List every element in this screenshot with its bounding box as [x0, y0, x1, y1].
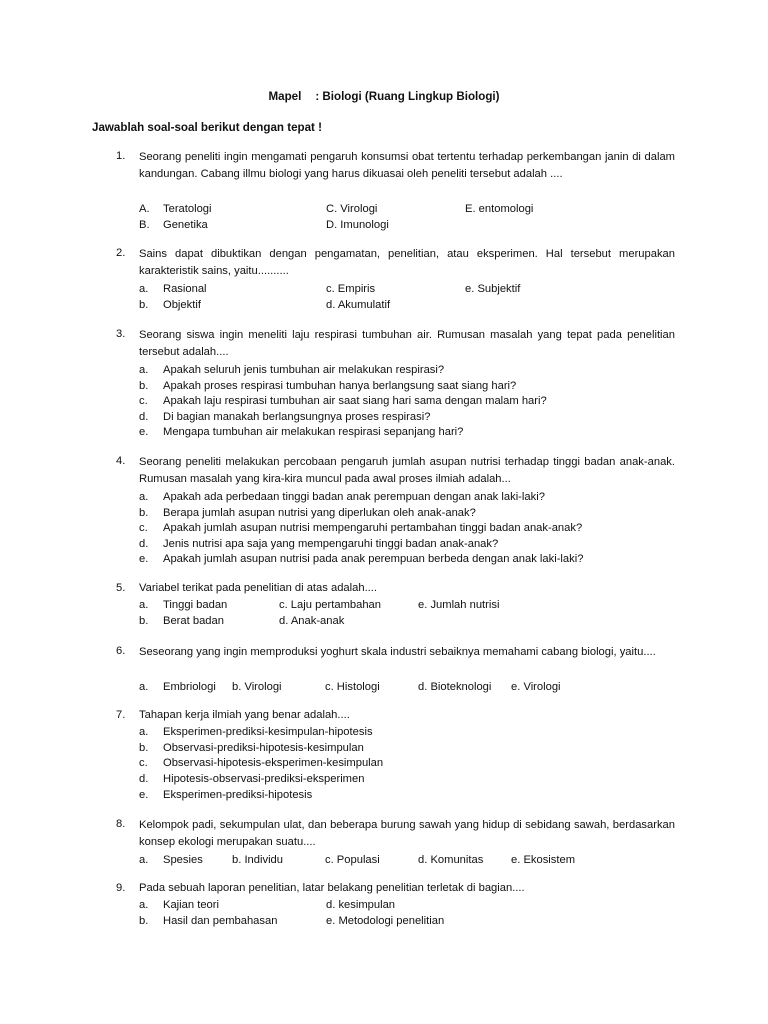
- option-text: Eksperimen-prediksi-kesimpulan-hipotesis: [163, 726, 373, 739]
- answer-option: [279, 614, 344, 630]
- question-text: Seorang peneliti ingin mengamati pengaruh konsumsi obat tertentu terhadap perkembangan janin di dalam kandungan. Cabang illmu biologi yang harus dikuasai oleh peneliti tersebut adalah ....: [139, 151, 675, 181]
- option-row: [139, 282, 699, 298]
- instruction: Jawablah soal-soal berikut dengan tepat !: [92, 121, 322, 134]
- question-number: 3.: [116, 328, 126, 340]
- option-row: [139, 853, 699, 869]
- option-label: d.: [139, 772, 149, 785]
- option-text: c. Laju pertambahan: [279, 599, 381, 612]
- option-row: [139, 202, 699, 218]
- option-text: Embriologi: [163, 681, 216, 693]
- answer-option: [465, 282, 520, 298]
- option-text: Kajian teori: [163, 899, 219, 912]
- option-label: a.: [139, 726, 149, 739]
- answer-option: [232, 853, 283, 869]
- option-label: b.: [139, 298, 149, 311]
- option-text: Observasi-hipotesis-eksperimen-kesimpulan: [163, 757, 384, 770]
- option-label: a.: [139, 854, 149, 866]
- option-text: e. Jumlah nutrisi: [418, 599, 500, 612]
- option-label: c.: [139, 522, 148, 535]
- answer-option: [139, 537, 583, 553]
- option-text: e. Ekosistem: [511, 854, 576, 866]
- answer-option: [139, 741, 383, 757]
- option-label: c.: [139, 757, 148, 770]
- option-text: Mengapa tumbuhan air melakukan respirasi sepanjang hari?: [163, 426, 464, 439]
- answer-option: [139, 425, 547, 441]
- option-label: b.: [139, 614, 149, 627]
- answer-option: [139, 394, 547, 410]
- option-list: [139, 363, 547, 441]
- answer-option: [326, 202, 377, 218]
- option-label: a.: [139, 364, 149, 376]
- option-label: e.: [139, 788, 149, 801]
- question-text: Tahapan kerja ilmiah yang benar adalah....: [139, 709, 350, 721]
- answer-option: [139, 680, 216, 696]
- option-text: Apakah jumlah asupan nutrisi mempengaruhi pertambahan tinggi badan anak-anak?: [163, 522, 583, 535]
- option-row: [139, 298, 699, 314]
- answer-option: [326, 914, 444, 930]
- question-number: 9.: [116, 882, 126, 894]
- question-text: Sains dapat dibuktikan dengan pengamatan, penelitian, atau eksperimen. Hal tersebut merupakan karakteristik sains, yaitu..........: [139, 248, 675, 278]
- option-text: Hipotesis-observasi-prediksi-eksperimen: [163, 772, 365, 785]
- option-label: a.: [139, 681, 149, 693]
- option-label: a.: [139, 599, 149, 612]
- answer-option: [139, 788, 383, 804]
- answer-option: [418, 598, 499, 614]
- option-label: d.: [139, 537, 149, 550]
- option-row: [139, 680, 699, 696]
- option-label: b.: [139, 914, 149, 927]
- option-text: d. Akumulatif: [326, 298, 391, 311]
- answer-option: [139, 898, 219, 914]
- option-text: Eksperimen-prediksi-hipotesis: [163, 788, 313, 801]
- option-text: Teratologi: [163, 203, 212, 216]
- option-text: E. entomologi: [465, 203, 534, 216]
- question-text: Seorang siswa ingin meneliti laju respirasi tumbuhan air. Rumusan masalah yang tepat pada penelitian tersebut adalah....: [139, 329, 675, 359]
- answer-option: [139, 772, 383, 788]
- option-label: a.: [139, 283, 149, 295]
- option-text: b. Virologi: [232, 681, 282, 693]
- option-text: Apakah laju respirasi tumbuhan air saat siang hari sama dengan malam hari?: [163, 395, 547, 408]
- option-row: [139, 914, 699, 930]
- option-list: [139, 490, 583, 568]
- option-text: Berapa jumlah asupan nutrisi yang diperlukan oleh anak-anak?: [163, 506, 476, 519]
- option-label: c.: [139, 395, 148, 408]
- option-text: d. Bioteknologi: [418, 681, 492, 693]
- question-number: 6.: [116, 645, 126, 657]
- option-row: [139, 218, 699, 234]
- question-text: Seseorang yang ingin memproduksi yoghurt skala industri sebaiknya memahami cabang biologi, yaitu....: [139, 646, 656, 658]
- option-label: b.: [139, 379, 149, 392]
- question-number: 8.: [116, 818, 126, 830]
- option-label: a.: [139, 899, 149, 912]
- option-text: e. Subjektif: [465, 283, 521, 295]
- answer-option: [511, 680, 561, 696]
- option-text: Apakah jumlah asupan nutrisi pada anak perempuan berbeda dengan anak laki-laki?: [163, 553, 584, 566]
- answer-option: [326, 282, 375, 298]
- option-label: b.: [139, 741, 149, 754]
- answer-option: [139, 756, 383, 772]
- answer-option: [418, 680, 491, 696]
- option-label: a.: [139, 491, 149, 503]
- question-number: 1.: [116, 150, 126, 162]
- subject-value: : Biologi (Ruang Lingkup Biologi): [315, 90, 500, 103]
- option-list: [139, 725, 383, 803]
- answer-option: [325, 680, 380, 696]
- answer-option: [465, 202, 533, 218]
- question-text: Variabel terikat pada penelitian di atas adalah....: [139, 582, 377, 594]
- answer-option: [139, 298, 201, 314]
- option-label: A.: [139, 203, 150, 216]
- option-text: D. Imunologi: [326, 218, 389, 231]
- question-number: 4.: [116, 455, 126, 467]
- answer-option: [139, 725, 383, 741]
- option-text: Jenis nutrisi apa saja yang mempengaruhi tinggi badan anak-anak?: [163, 537, 499, 550]
- option-text: Apakah proses respirasi tumbuhan hanya berlangsung saat siang hari?: [163, 379, 517, 392]
- page-title: [0, 89, 768, 105]
- option-row: [139, 614, 699, 630]
- answer-option: [139, 598, 227, 614]
- option-text: d. kesimpulan: [326, 899, 396, 912]
- answer-option: [139, 914, 277, 930]
- answer-option: [139, 282, 207, 298]
- option-text: Observasi-prediksi-hipotesis-kesimpulan: [163, 741, 364, 754]
- option-label: B.: [139, 218, 150, 231]
- option-text: Tinggi badan: [163, 599, 228, 612]
- option-text: d. Komunitas: [418, 854, 484, 866]
- option-text: c. Populasi: [325, 854, 380, 866]
- option-text: b. Individu: [232, 854, 283, 866]
- option-text: d. Anak-anak: [279, 614, 345, 627]
- option-row: [139, 598, 699, 614]
- answer-option: [139, 552, 583, 568]
- option-text: e. Metodologi penelitian: [326, 914, 445, 927]
- option-text: Rasional: [163, 283, 207, 295]
- option-text: Apakah seluruh jenis tumbuhan air melakukan respirasi?: [163, 364, 445, 376]
- answer-option: [139, 521, 583, 537]
- option-text: Objektif: [163, 298, 201, 311]
- answer-option: [418, 853, 483, 869]
- answer-option: [139, 506, 583, 522]
- answer-option: [139, 202, 212, 218]
- answer-option: [326, 898, 395, 914]
- answer-option: [232, 680, 282, 696]
- option-row: [139, 898, 699, 914]
- answer-option: [139, 410, 547, 426]
- option-text: Di bagian manakah berlangsungnya proses respirasi?: [163, 410, 431, 423]
- answer-option: [139, 490, 583, 506]
- option-text: Berat badan: [163, 614, 224, 627]
- option-text: Apakah ada perbedaan tinggi badan anak perempuan dengan anak laki-laki?: [163, 491, 545, 503]
- answer-option: [325, 853, 380, 869]
- option-text: Genetika: [163, 218, 208, 231]
- option-label: e.: [139, 426, 149, 439]
- subject-label: Mapel: [268, 90, 302, 103]
- option-label: d.: [139, 410, 149, 423]
- answer-option: [279, 598, 381, 614]
- question-number: 2.: [116, 247, 126, 259]
- answer-option: [139, 614, 224, 630]
- option-label: e.: [139, 553, 149, 566]
- option-text: Hasil dan pembahasan: [163, 914, 278, 927]
- answer-option: [326, 298, 390, 314]
- option-text: C. Virologi: [326, 203, 378, 216]
- option-label: b.: [139, 506, 149, 519]
- question-number: 7.: [116, 709, 126, 721]
- answer-option: [326, 218, 389, 234]
- option-text: c. Empiris: [326, 283, 376, 295]
- question-text: Pada sebuah laporan penelitian, latar belakang penelitian terletak di bagian....: [139, 882, 525, 894]
- answer-option: [139, 853, 203, 869]
- answer-option: [139, 363, 547, 379]
- answer-option: [511, 853, 575, 869]
- option-text: Spesies: [163, 854, 203, 866]
- question-text: Seorang peneliti melakukan percobaan pengaruh jumlah asupan nutrisi terhadap tinggi badan anak-anak. Rumusan masalah yang kira-kira muncul pada awal proses ilmiah adalah...: [139, 456, 675, 486]
- question-number: 5.: [116, 582, 126, 594]
- option-text: e. Virologi: [511, 681, 561, 693]
- answer-option: [139, 379, 547, 395]
- question-text: Kelompok padi, sekumpulan ulat, dan beberapa burung sawah yang hidup di sebidang sawah, berdasarkan konsep ekologi merupakan suatu....: [139, 819, 675, 849]
- option-text: c. Histologi: [325, 681, 380, 693]
- answer-option: [139, 218, 208, 234]
